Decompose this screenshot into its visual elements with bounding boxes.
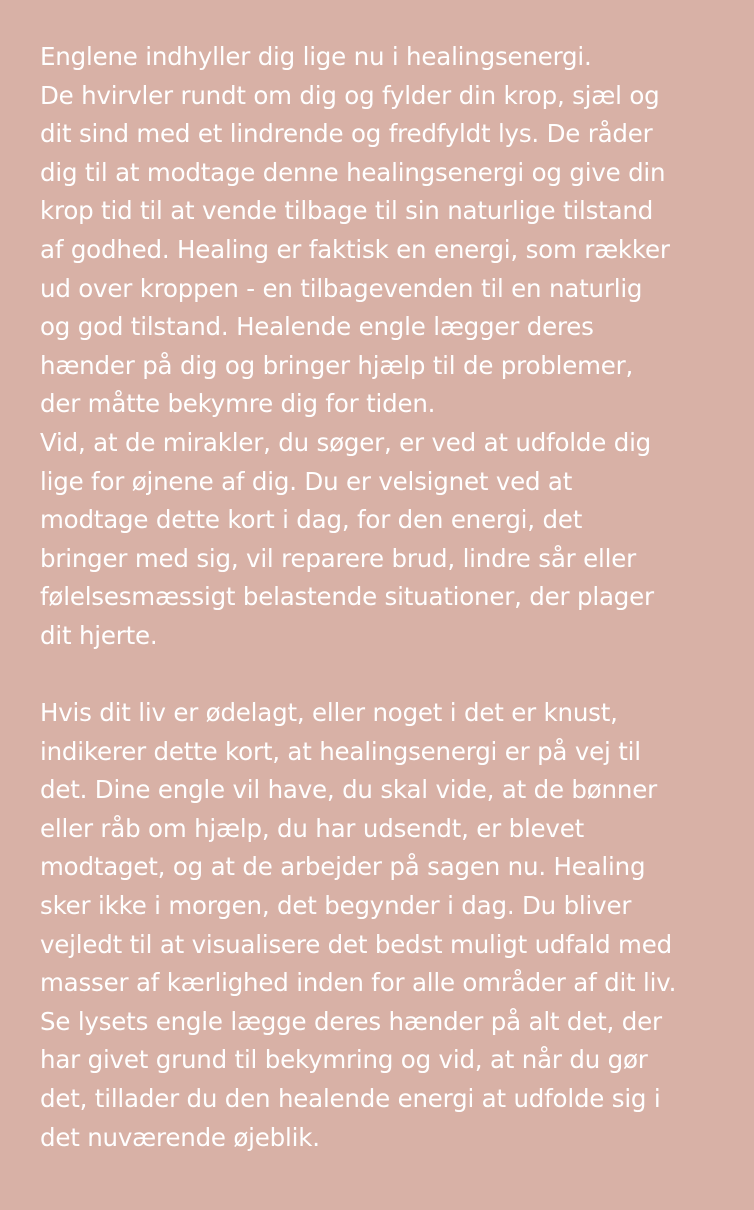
text-line: bringer med sig, vil reparere brud, lindre sår eller (40, 543, 636, 573)
text-line: Vid, at de mirakler, du søger, er ved at udfolde dig (40, 427, 652, 457)
text-line: De hvirvler rundt om dig og fylder din krop, sjæl og (40, 80, 660, 110)
text-line: eller råb om hjælp, du har udsendt, er blevet (40, 813, 585, 843)
paragraph-gap (40, 656, 734, 695)
text-line: det, tillader du den healende energi at udfolde sig i (40, 1084, 661, 1114)
text-line: der måtte bekymre dig for tiden. (40, 389, 436, 419)
text-line: dit sind med et lindrende og fredfyldt lys. De råder (40, 119, 653, 149)
text-line: det nuværende øjeblik. (40, 1122, 320, 1152)
text-line: det. Dine engle vil have, du skal vide, at de bønner (40, 775, 657, 805)
text-line: sker ikke i morgen, det begynder i dag. Du bliver (40, 891, 632, 921)
text-line: ud over kroppen - en tilbagevenden til en naturlig (40, 273, 643, 303)
text-line: indikerer dette kort, at healingsenergi er på vej til (40, 736, 641, 766)
text-line: lige for øjnene af dig. Du er velsignet ved at (40, 466, 573, 496)
text-line: dit hjerte. (40, 620, 158, 650)
text-line: krop tid til at vende tilbage til sin naturlige tilstand (40, 196, 654, 226)
text-line: hænder på dig og bringer hjælp til de problemer, (40, 350, 634, 380)
text-line: dig til at modtage denne healingsenergi og give din (40, 157, 666, 187)
text-line: Englene indhyller dig lige nu i healingsenergi. (40, 42, 592, 71)
text-line: Hvis dit liv er ødelagt, eller noget i det er knust, (40, 698, 618, 728)
paragraph-2 (40, 694, 734, 1157)
paragraph-1 (40, 38, 734, 656)
text-line: modtaget, og at de arbejder på sagen nu. Healing (40, 852, 646, 882)
text-line: modtage dette kort i dag, for den energi, det (40, 505, 583, 535)
text-line: følelsesmæssigt belastende situationer, der plager (40, 582, 654, 612)
text-line: masser af kærlighed inden for alle områder af dit liv. (40, 968, 677, 998)
text-line: vejledt til at visualisere det bedst muligt udfald med (40, 929, 672, 959)
text-line: og god tilstand. Healende engle lægger deres (40, 312, 594, 342)
text-line: af godhed. Healing er faktisk en energi, som rækker (40, 234, 670, 264)
text-line: Se lysets engle lægge deres hænder på alt det, der (40, 1006, 662, 1036)
text-line: har givet grund til bekymring og vid, at når du gør (40, 1045, 648, 1075)
